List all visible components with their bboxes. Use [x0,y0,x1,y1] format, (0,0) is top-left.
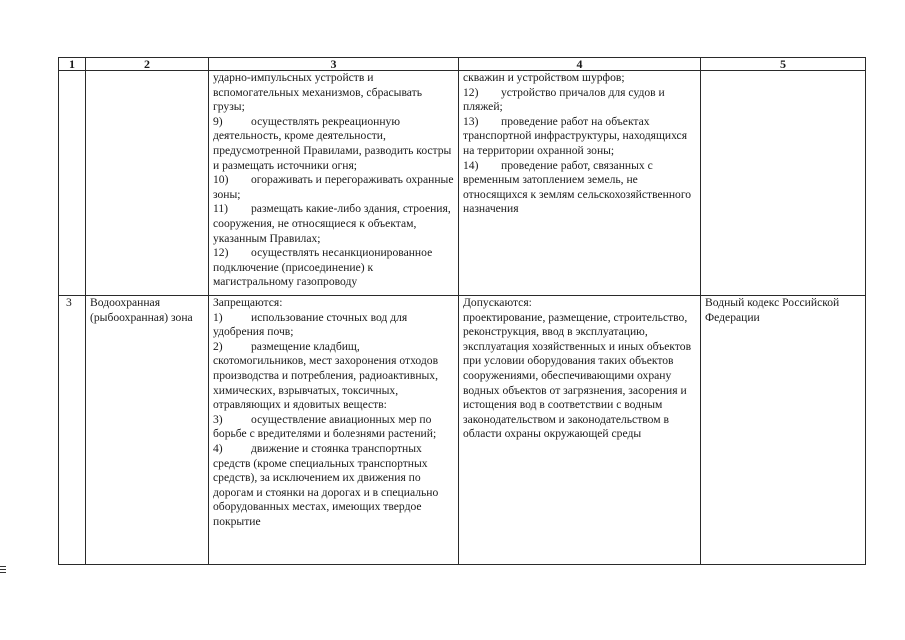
table-row-3 [59,296,866,565]
list-item: 9) осуществлять рекреационную деятельность, кроме деятельности, предусмотренной Правилами, разводить костры и размещать источники огня; [213,114,452,172]
header-col-5: 5 [701,58,866,71]
list-item: скважин и устройством шурфов; [463,71,625,84]
header-col-3: 3 [209,58,459,71]
table-header-row [59,58,866,71]
prohibited-cell [209,71,459,296]
list-item: 14) проведение работ, связанных с временным затоплением земель, не относящихся к землям сельскохозяйственного назначения [463,158,692,216]
header-col-1: 1 [59,58,86,71]
zones-table [58,57,866,565]
margin-mark [0,566,6,576]
prohibited-heading: Запрещаются: [213,296,283,309]
list-item: 12) осуществлять несанкционированное подключение (присоединение) к магистральному газопроводу [213,246,433,289]
list-item: 4) движение и стоянка транспортных средств (кроме специальных транспортных средств), за исключением их движения по дорогам и стоянки на дорогах и в специально оборудованных местах, имеющих твердое покрытие [213,441,439,528]
list-item: ударно-импульсных устройств и вспомогательных механизмов, сбрасывать грузы; [213,71,422,114]
header-col-4: 4 [459,58,701,71]
permitted-text: проектирование, размещение, строительство, реконструкция, ввод в эксплуатацию, эксплуатация хозяйственных и иных объектов при условии оборудования таких объектов сооружениями, обеспечивающими охрану водных объектов от загрязнения, засорения и истощения вод в соответствии с водным законодательством и законодательством в области охраны окружающей среды [463,310,692,441]
zone-name-cell [86,71,209,296]
permitted-cell [459,296,701,565]
list-item: 12) устройство причалов для судов и пляжей; [463,85,665,114]
law-cell [701,71,866,296]
permitted-cell [459,71,701,296]
list-item: 2) размещение кладбищ, скотомогильников, мест захоронения отходов производства и потребления, радиоактивных, химических, взрывчатых, токсичных, отравляющих и ядовитых веществ: [213,339,439,412]
law-cell: Водный кодекс Российской Федерации [701,296,866,565]
table-row-continued [59,71,866,296]
list-item: 1) использование сточных вод для удобрения почв; [213,310,408,339]
header-col-2: 2 [86,58,209,71]
row-number-cell [59,71,86,296]
list-item: 3) осуществление авиационных мер по борьбе с вредителями и болезнями растений; [213,412,437,441]
zone-name-cell: Водоохранная (рыбоохранная) зона [86,296,209,565]
list-item: 10) огораживать и перегораживать охранные зоны; [213,173,454,201]
prohibited-cell [209,296,459,565]
list-item: 13) проведение работ на объектах транспортной инфраструктуры, находящихся на территории охранной зоны; [463,114,688,157]
list-item: 11) размещать какие-либо здания, строения, сооружения, не относящиеся к объектам, указанным Правилах; [213,202,451,245]
permitted-heading: Допускаются: [463,296,532,309]
row-number-cell: 3 [59,296,86,565]
